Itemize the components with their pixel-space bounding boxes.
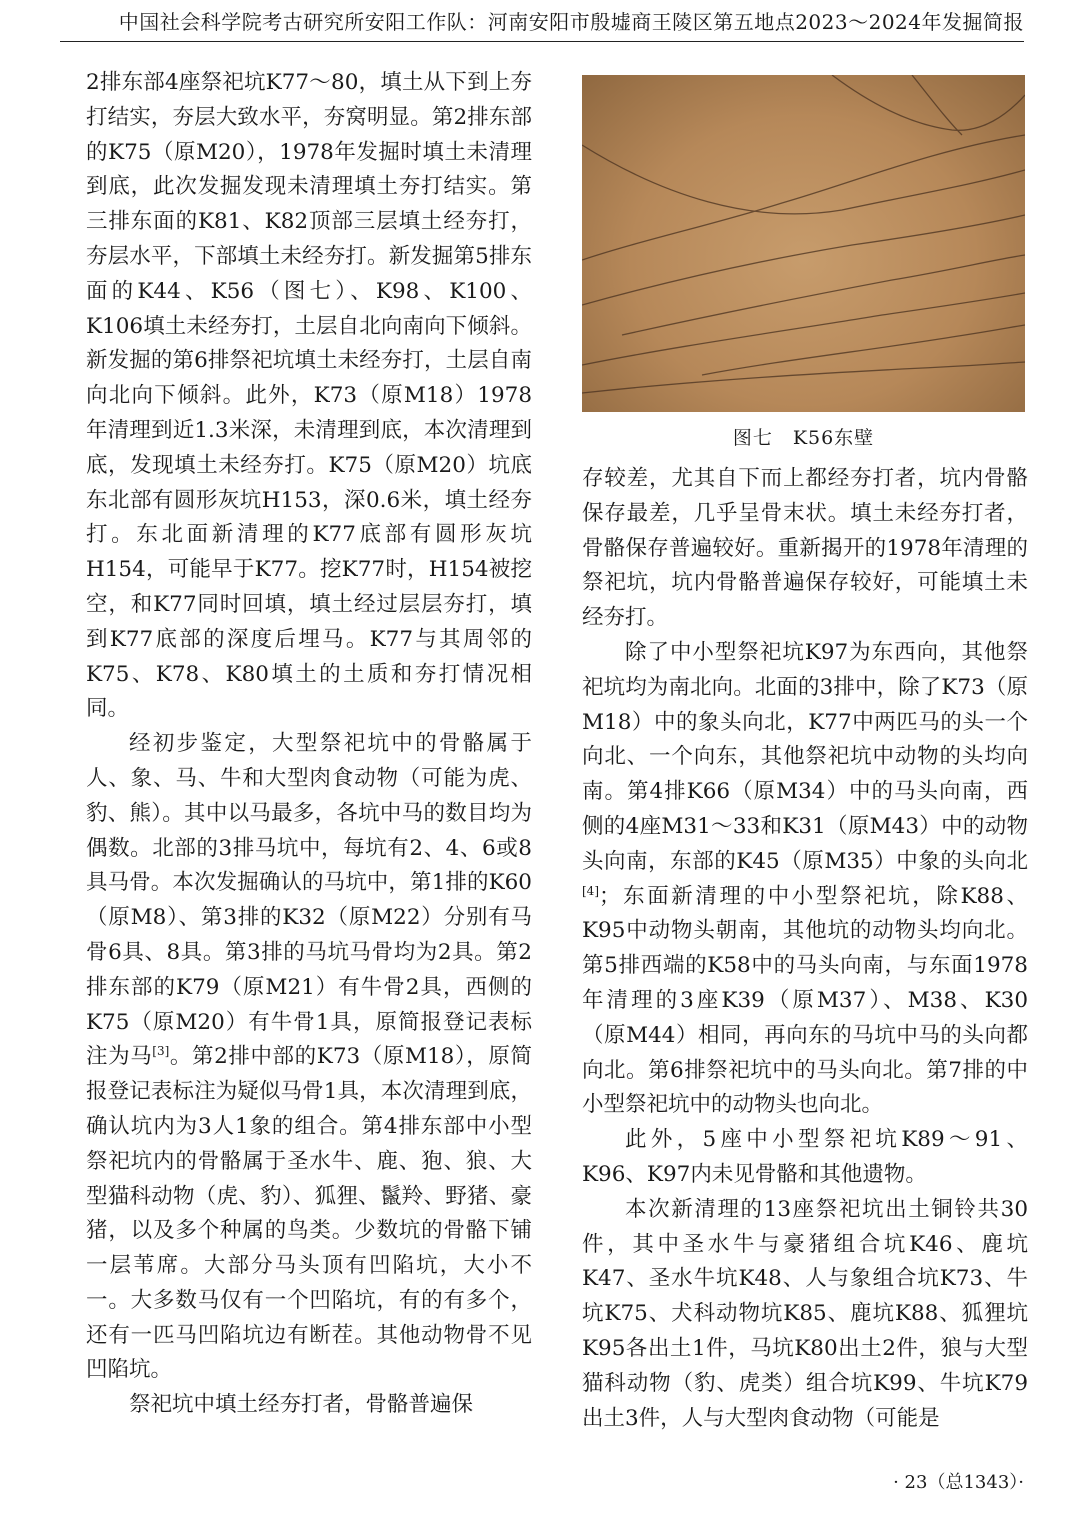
right-paragraph-2-part-1: 除了中小型祭祀坑K97为东西向，其他祭祀坑均为南北向。北面的3排中，除了K73（原M18）中的象头向北，K77中两匹马的头一个向北、一个向东，其他祭祀坑中动物的头均向南。第4排K66（原M34）中的马头向南，西侧的4座M31～33和K31（原M43）中的动物头向南，东部的K45（原M35）中象的头向北	[582, 639, 1028, 874]
right-paragraph-1: 存较差，尤其自下而上都经夯打者，坑内骨骼保存最差，几乎呈骨末状。填土未经夯打者，骨骼保存普遍较好。重新揭开的1978年清理的祭祀坑，坑内骨骼普遍保存较好，可能填土未经夯打。	[582, 466, 1028, 631]
running-header: 中国社会科学院考古研究所安阳工作队：河南安阳市殷墟商王陵区第五地点2023～2024年发掘简报	[60, 6, 1024, 42]
reference-4[interactable]: [4]	[582, 883, 599, 898]
left-column	[86, 66, 532, 1423]
right-paragraph-3: 此外，5座中小型祭祀坑K89～91、K96、K97内未见骨骼和其他遗物。	[582, 1127, 1028, 1187]
layer-line	[582, 362, 1025, 393]
layer-line	[582, 145, 1025, 214]
left-paragraph-2	[86, 727, 532, 1388]
page-number: · 23（总1343）·	[893, 1472, 1024, 1493]
layer-line	[702, 325, 1025, 375]
layer-line	[582, 135, 1025, 260]
figure-7-photo	[582, 75, 1025, 412]
left-paragraph-1: 2排东部4座祭祀坑K77～80，填土从下到上夯打结实，夯层大致水平，夯窝明显。第2排东部的K75（原M20），1978年发掘时填土未清理到底，此次发掘发现未清理填土夯打结实。第三排东面的K81、K82顶部三层填土经夯打，夯层水平，下部填土未经夯打。新发掘第5排东面的K44、K56（图七）、K98、K100、K106填土未经夯打，土层自北向南向下倾斜。新发掘的第6排祭祀坑填土未经夯打，土层自南向北向下倾斜。此外，K73（原M18）1978年清理到近1.3米深，未清理到底，本次清理到底，发现填土未经夯打。K75（原M20）坑底东北部有圆形灰坑H153，深0.6米，填土经夯打。东北面新清理的K77底部有圆形灰坑H154，可能早于K77。挖K77时，H154被挖空，和K77同时回填，填土经过层层夯打，填到K77底部的深度后埋马。K77与其周邻的K75、K78、K80填土的土质和夯打情况相同。	[86, 70, 532, 722]
left-paragraph-2-part-1: 经初步鉴定，大型祭祀坑中的骨骼属于人、象、马、牛和大型肉食动物（可能为虎、豹、熊）。其中以马最多，各坑中马的数目均为偶数。北部的3排马坑中，每坑有2、4、6或8具马骨。本次发掘确认的马坑中，第1排的K60（原M8）、第3排的K32（原M22）分别有马骨6具、8具。第3排的马坑马骨均为2具。第2排东部的K79（原M21）有牛骨2具，西侧的K75（原M20）有牛骨1具，原简报登记表标注为马	[86, 731, 532, 1070]
figure-caption: 图七 K56东壁	[732, 427, 875, 449]
right-paragraph-2-part-2: ；东面新清理的中小型祭祀坑，除K88、K95中动物头朝南，其他坑的动物头均向北。第5排西端的K58中的马头向南，与东面1978年清理的3座K39（原M37）、M38、K30（原M44）相同，再向东的马坑中马的头向都向北。第6排祭祀坑中的马头向北。第7排的中小型祭祀坑中的动物头也向北。	[582, 883, 1028, 1118]
layer-strokes	[582, 75, 1025, 393]
soil-layer-lines	[582, 75, 1025, 412]
layer-line	[582, 215, 1025, 305]
right-column	[582, 462, 1028, 1436]
layer-line	[912, 75, 962, 135]
left-paragraph-2-part-2: 。第2排中部的K73（原M18），原简报登记表标注为疑似马骨1具，本次清理到底，确认坑内为3人1象的组合。第4排东部中小型祭祀坑内的骨骼属于圣水牛、鹿、狍、狼、大型猫科动物（虎、豹）、狐狸、鬣羚、野猪、豪猪，以及多个种属的鸟类。少数坑的骨骼下铺一层苇席。大部分马头顶有凹陷坑，大小不一。大多数马仅有一个凹陷坑，有的有多个，还有一匹马凹陷坑边有断茬。其他动物骨不见凹陷坑。	[86, 1044, 532, 1383]
right-paragraph-2	[582, 636, 1028, 1123]
reference-3[interactable]: [3]	[152, 1044, 170, 1059]
layer-line	[622, 255, 1025, 335]
left-paragraph-3: 祭祀坑中填土经夯打者，骨骼普遍保	[129, 1392, 474, 1418]
right-paragraph-4: 本次新清理的13座祭祀坑出土铜铃共30件，其中圣水牛与豪猪组合坑K46、鹿坑K47、圣水牛坑K48、人与象组合坑K73、牛坑K75、犬科动物坑K85、鹿坑K88、狐狸坑K95各出土1件，马坑K80出土2件，狼与大型猫科动物（豹、虎类）组合坑K99、牛坑K79出土3件，人与大型肉食动物（可能是	[582, 1196, 1028, 1431]
layer-line	[832, 75, 1025, 130]
